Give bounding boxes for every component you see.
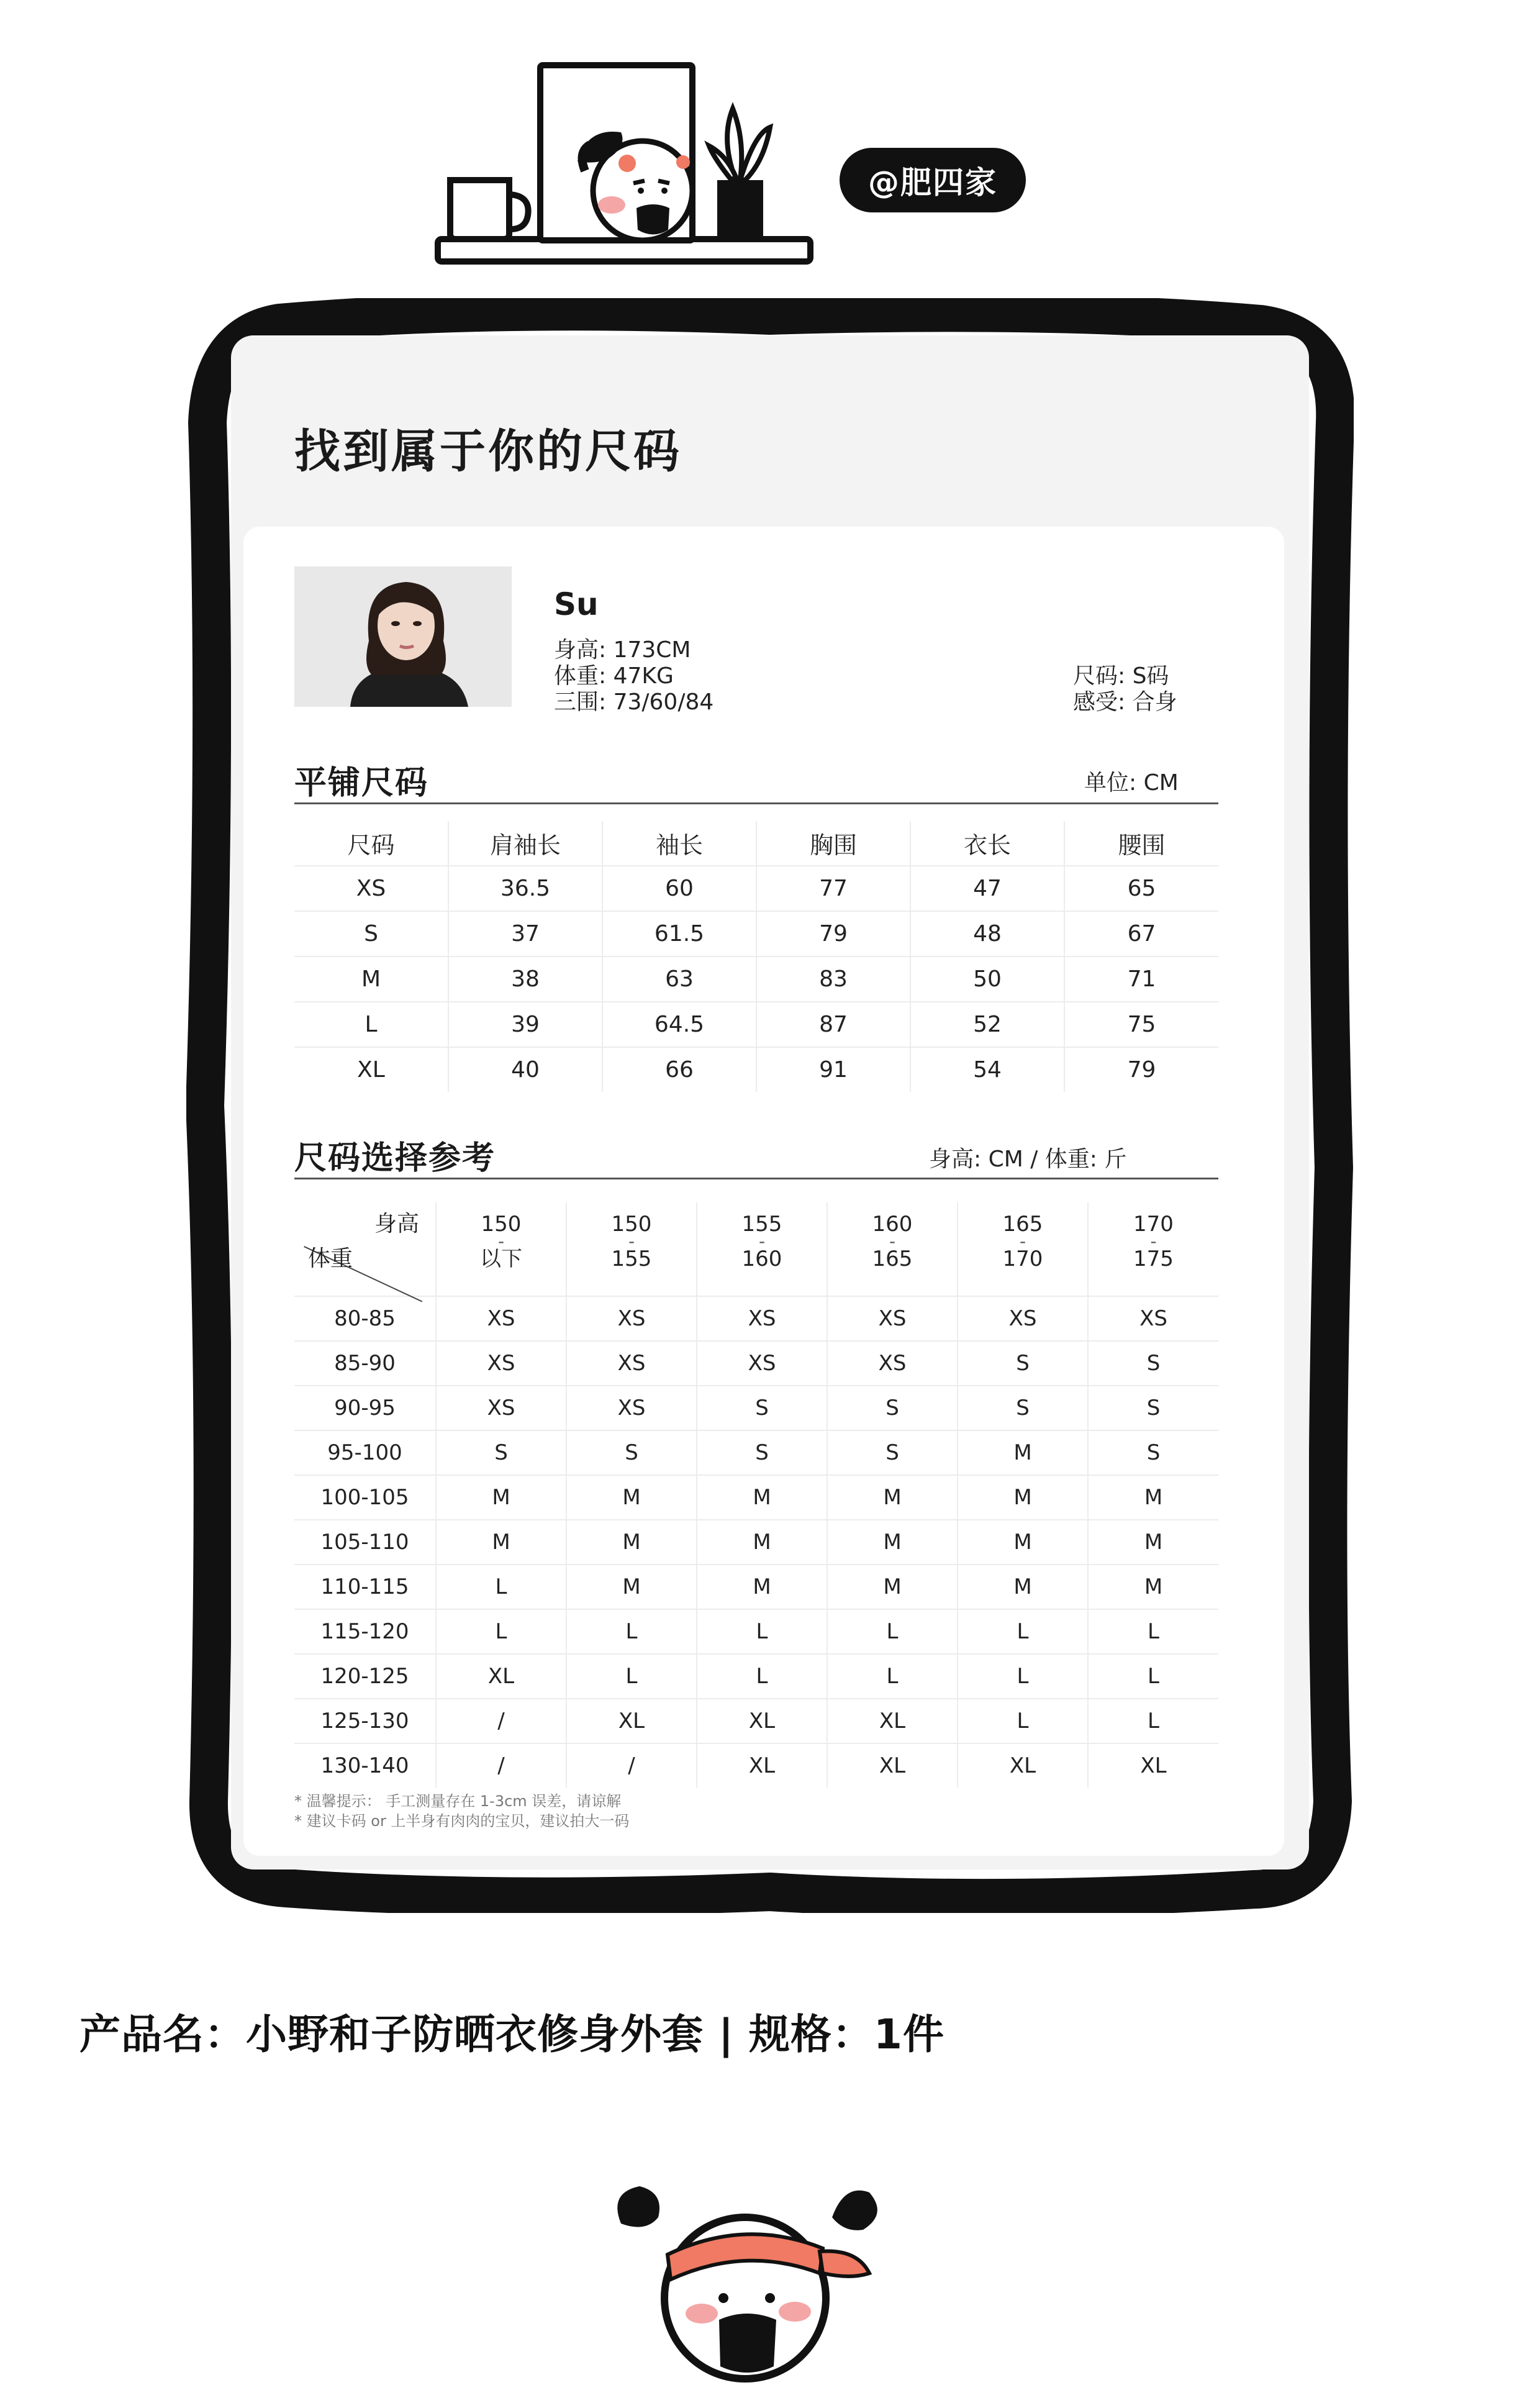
size-cell: S: [1088, 1341, 1218, 1386]
size-reference-table: [294, 1202, 1218, 1788]
height-range-start: 150: [611, 1212, 652, 1237]
table-cell: 83: [756, 956, 910, 1002]
height-axis-label: 身高: [374, 1211, 419, 1237]
size-cell: S: [827, 1430, 958, 1475]
weight-range-cell: 85-90: [294, 1341, 436, 1386]
column-header: 肩袖长: [448, 821, 602, 866]
size-cell: M: [827, 1475, 958, 1520]
weight-range-cell: 105-110: [294, 1520, 436, 1565]
size-cell: S: [1088, 1386, 1218, 1430]
size-cell: XL: [958, 1743, 1088, 1788]
height-range-end: 170: [1002, 1247, 1043, 1271]
model-photo: [294, 566, 512, 707]
table-row: [294, 1002, 1218, 1047]
size-cell: XS: [566, 1386, 697, 1430]
column-header: 衣长: [910, 821, 1064, 866]
range-dash: -: [1150, 1231, 1157, 1252]
size-cell: S: [697, 1430, 827, 1475]
note-line: * 温馨提示： 手工测量存在 1-3cm 误差，请谅解: [294, 1792, 622, 1810]
flat-size-divider: [294, 802, 1218, 804]
size-cell: M: [697, 1475, 827, 1520]
height-range-end: 175: [1133, 1247, 1174, 1271]
size-cell: L: [436, 1565, 566, 1609]
size-cell: XS: [436, 1296, 566, 1341]
size-cell: L: [436, 1609, 566, 1654]
size-cell: XS: [827, 1341, 958, 1386]
table-row: [294, 1386, 1218, 1430]
size-cell: M: [436, 1520, 566, 1565]
weight-range-cell: 95-100: [294, 1430, 436, 1475]
height-range-end: 155: [611, 1247, 652, 1271]
size-cell: /: [436, 1699, 566, 1743]
corner-header: [294, 1202, 436, 1296]
size-cell: M: [827, 1520, 958, 1565]
table-cell: XL: [294, 1047, 448, 1092]
height-range-header: [436, 1202, 566, 1296]
table-cell: 39: [448, 1002, 602, 1047]
size-cell: XL: [697, 1699, 827, 1743]
table-cell: 91: [756, 1047, 910, 1092]
product-info: 产品名：小野和子防晒衣修身外套 | 规格：1件: [79, 2010, 944, 2058]
table-row: [294, 1047, 1218, 1092]
size-cell: S: [958, 1341, 1088, 1386]
weight-range-cell: 90-95: [294, 1386, 436, 1430]
height-range-header: [566, 1202, 697, 1296]
table-cell: 77: [756, 866, 910, 911]
size-cell: XS: [436, 1341, 566, 1386]
model-height: 身高: 173CM: [554, 637, 691, 663]
table-row: [294, 1341, 1218, 1386]
column-header: 袖长: [602, 821, 756, 866]
flat-size-title: 平铺尺码: [294, 765, 429, 802]
table-cell: 48: [910, 911, 1064, 956]
size-cell: S: [1088, 1430, 1218, 1475]
height-range-end: 以下: [480, 1247, 522, 1271]
range-dash: -: [497, 1231, 505, 1252]
table-cell: 50: [910, 956, 1064, 1002]
size-cell: /: [566, 1743, 697, 1788]
size-cell: S: [958, 1386, 1088, 1430]
flat-size-unit: 单位: CM: [1084, 770, 1179, 796]
table-row: [294, 1475, 1218, 1520]
table-row: [294, 1609, 1218, 1654]
range-dash: -: [1019, 1231, 1026, 1252]
size-cell: L: [697, 1654, 827, 1699]
table-cell: 63: [602, 956, 756, 1002]
weight-range-cell: 120-125: [294, 1654, 436, 1699]
footer-illustration: [596, 2180, 894, 2385]
model-fit: 感受: 合身: [1073, 689, 1177, 715]
weight-range-cell: 100-105: [294, 1475, 436, 1520]
size-cell: XS: [697, 1296, 827, 1341]
size-cell: L: [1088, 1654, 1218, 1699]
column-header: 胸围: [756, 821, 910, 866]
table-cell: 71: [1064, 956, 1218, 1002]
size-cell: S: [566, 1430, 697, 1475]
size-cell: /: [436, 1743, 566, 1788]
table-cell: 38: [448, 956, 602, 1002]
table-cell: 87: [756, 1002, 910, 1047]
table-row: [294, 1430, 1218, 1475]
size-cell: L: [1088, 1699, 1218, 1743]
page-title: 找到属于你的尺码: [294, 425, 682, 478]
height-range-start: 160: [872, 1212, 913, 1237]
size-cell: XS: [827, 1296, 958, 1341]
table-cell: 47: [910, 866, 1064, 911]
height-range-start: 165: [1002, 1212, 1043, 1237]
size-cell: S: [697, 1386, 827, 1430]
table-row: [294, 1565, 1218, 1609]
size-cell: XL: [827, 1699, 958, 1743]
table-cell: 65: [1064, 866, 1218, 911]
table-cell: 54: [910, 1047, 1064, 1092]
table-cell: 67: [1064, 911, 1218, 956]
table-row: [294, 1699, 1218, 1743]
height-range-header: [1088, 1202, 1218, 1296]
weight-range-cell: 125-130: [294, 1699, 436, 1743]
size-cell: XL: [566, 1699, 697, 1743]
size-cell: L: [1088, 1609, 1218, 1654]
height-range-start: 150: [481, 1212, 522, 1237]
size-cell: L: [566, 1609, 697, 1654]
column-header: 腰围: [1064, 821, 1218, 866]
height-range-header: [958, 1202, 1088, 1296]
table-cell: 64.5: [602, 1002, 756, 1047]
size-cell: L: [958, 1699, 1088, 1743]
height-range-header: [827, 1202, 958, 1296]
table-row: [294, 1296, 1218, 1341]
size-reference-divider: [294, 1178, 1218, 1179]
size-cell: XS: [436, 1386, 566, 1430]
table-cell: 79: [1064, 1047, 1218, 1092]
size-cell: XS: [958, 1296, 1088, 1341]
size-cell: XS: [566, 1341, 697, 1386]
range-dash: -: [758, 1231, 766, 1252]
size-cell: M: [566, 1520, 697, 1565]
size-cell: L: [958, 1654, 1088, 1699]
size-reference-title: 尺码选择参考: [294, 1140, 496, 1177]
table-cell: M: [294, 956, 448, 1002]
height-range-start: 155: [741, 1212, 782, 1237]
size-cell: XL: [1088, 1743, 1218, 1788]
size-cell: M: [958, 1475, 1088, 1520]
size-cell: M: [1088, 1565, 1218, 1609]
size-cell: XS: [697, 1341, 827, 1386]
size-cell: M: [958, 1430, 1088, 1475]
table-cell: XS: [294, 866, 448, 911]
note-line: * 建议卡码 or 上半身有肉肉的宝贝，建议拍大一码: [294, 1812, 630, 1830]
character-mascot-icon: [617, 2186, 877, 2379]
size-cell: L: [827, 1609, 958, 1654]
table-cell: 61.5: [602, 911, 756, 956]
model-name: Su: [554, 586, 599, 622]
size-cell: XL: [436, 1654, 566, 1699]
table-header-row: [294, 821, 1218, 866]
weight-range-cell: 115-120: [294, 1609, 436, 1654]
size-cell: M: [1088, 1520, 1218, 1565]
size-cell: L: [958, 1609, 1088, 1654]
flat-size-table: [294, 821, 1218, 1092]
size-cell: S: [827, 1386, 958, 1430]
height-range-start: 170: [1133, 1212, 1174, 1237]
size-cell: M: [1088, 1475, 1218, 1520]
table-row: [294, 866, 1218, 911]
table-cell: 37: [448, 911, 602, 956]
size-reference-unit: 身高: CM / 体重: 斤: [929, 1147, 1127, 1172]
table-cell: 52: [910, 1002, 1064, 1047]
size-cell: M: [697, 1520, 827, 1565]
brand-handle-badge: @肥四家: [840, 148, 1026, 212]
table-cell: 60: [602, 866, 756, 911]
weight-range-cell: 110-115: [294, 1565, 436, 1609]
size-cell: L: [827, 1654, 958, 1699]
size-cell: XL: [827, 1743, 958, 1788]
size-cell: M: [958, 1565, 1088, 1609]
size-cell: M: [697, 1565, 827, 1609]
size-cell: M: [958, 1520, 1088, 1565]
table-cell: L: [294, 1002, 448, 1047]
column-header: 尺码: [347, 832, 395, 859]
table-row: [294, 911, 1218, 956]
table-cell: 40: [448, 1047, 602, 1092]
size-cell: XS: [1088, 1296, 1218, 1341]
table-row: [294, 956, 1218, 1002]
size-cell: S: [436, 1430, 566, 1475]
height-range-header: [697, 1202, 827, 1296]
model-measurements: 三围: 73/60/84: [554, 689, 714, 715]
table-cell: 66: [602, 1047, 756, 1092]
model-weight: 体重: 47KG: [554, 663, 674, 689]
table-cell: 79: [756, 911, 910, 956]
weight-range-cell: 130-140: [294, 1743, 436, 1788]
range-dash: -: [889, 1231, 896, 1252]
size-cell: L: [697, 1609, 827, 1654]
table-header-row: [294, 1202, 1218, 1296]
size-cell: M: [566, 1475, 697, 1520]
size-cell: M: [436, 1475, 566, 1520]
height-range-end: 160: [741, 1247, 782, 1271]
model-size: 尺码: S码: [1073, 663, 1169, 689]
table-row: [294, 1654, 1218, 1699]
height-range-end: 165: [872, 1247, 913, 1271]
weight-range-cell: 80-85: [294, 1296, 436, 1341]
range-dash: -: [628, 1231, 635, 1252]
size-cell: L: [566, 1654, 697, 1699]
size-cell: M: [827, 1565, 958, 1609]
size-cell: M: [566, 1565, 697, 1609]
table-row: [294, 1743, 1218, 1788]
size-cell: XS: [566, 1296, 697, 1341]
size-cell: XL: [697, 1743, 827, 1788]
table-cell: 36.5: [448, 866, 602, 911]
table-row: [294, 1520, 1218, 1565]
weight-axis-label: 体重: [308, 1246, 353, 1271]
table-cell: S: [294, 911, 448, 956]
table-cell: 75: [1064, 1002, 1218, 1047]
